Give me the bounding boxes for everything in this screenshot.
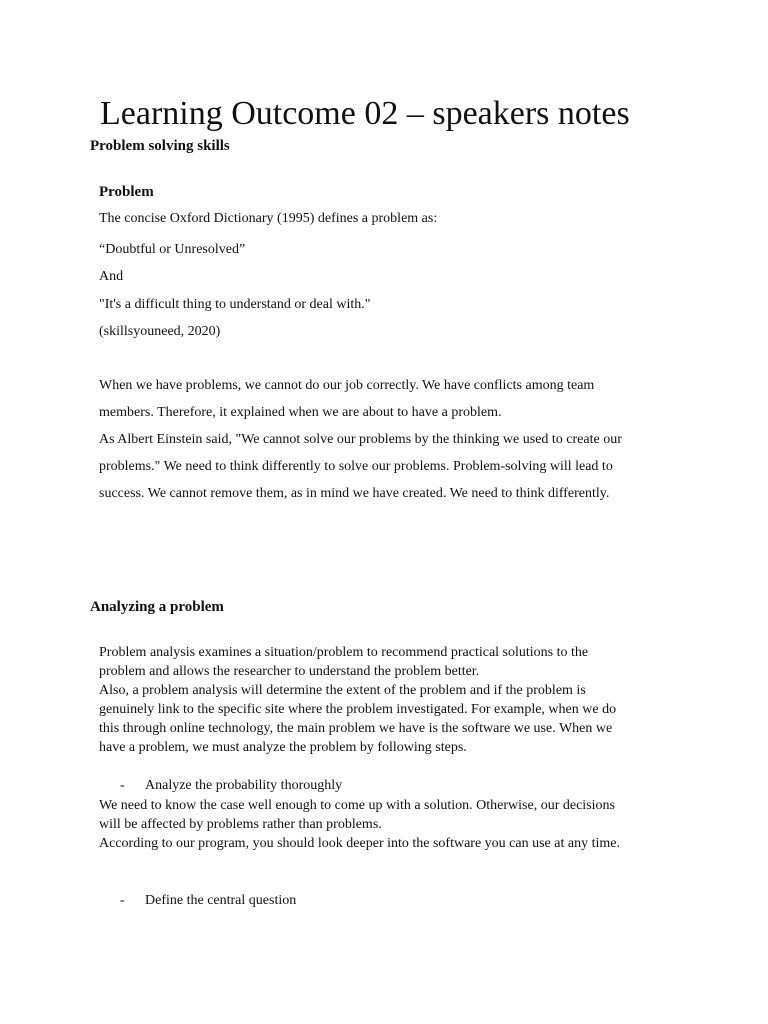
bullet-dash: - <box>120 893 125 908</box>
bullet-text: Define the central question <box>145 893 297 908</box>
section-heading-problem-solving: Problem solving skills <box>90 138 230 154</box>
analyzing-paragraph: Also, a problem analysis will determine the extent of the problem and if the problem is genuinely link to the specific site where the problem investigated. For example, when we do this through online technology, the main problem we have is the software we use. When we have a problem, we must analyze the problem by following steps. <box>99 683 617 755</box>
bullet-1-paragraph: We need to know the case well enough to come up with a solution. Otherwise, our decisions will be affected by problems rather than problems. <box>99 798 615 832</box>
bullet-1-body <box>99 796 634 853</box>
problem-body <box>99 372 644 507</box>
bullet-1-paragraph: According to our program, you should look deeper into the software you can use at any time. <box>99 836 620 851</box>
analyzing-body <box>99 643 634 757</box>
problem-paragraph: As Albert Einstein said, "We cannot solve our problems by the thinking we used to create our problems." We need to think differently to solve our problems. Problem-solving will lead to success. We cannot remove them, as in mind we have created. We need to think differently. <box>99 432 622 501</box>
section-heading-analyzing: Analyzing a problem <box>90 599 224 615</box>
page-title: Learning Outcome 02 – speakers notes <box>100 95 630 132</box>
definition-citation: (skillsyouneed, 2020) <box>99 324 221 339</box>
definition-quote-2: "It's a difficult thing to understand or deal with." <box>99 297 371 312</box>
definition-quote-1: “Doubtful or Unresolved” <box>99 242 246 257</box>
analyzing-paragraph: Problem analysis examines a situation/problem to recommend practical solutions to the problem and allows the researcher to understand the problem better. <box>99 645 589 679</box>
bullet-item-define <box>120 892 296 910</box>
definition-intro: The concise Oxford Dictionary (1995) defines a problem as: <box>99 211 438 226</box>
bullet-dash: - <box>120 778 125 793</box>
subheading-problem: Problem <box>99 184 154 200</box>
problem-paragraph: When we have problems, we cannot do our job correctly. We have conflicts among team members. Therefore, it explained when we are about to have a problem. <box>99 378 595 420</box>
bullet-item-analyze <box>120 777 342 795</box>
bullet-text: Analyze the probability thoroughly <box>145 778 343 793</box>
definition-and: And <box>99 269 124 284</box>
